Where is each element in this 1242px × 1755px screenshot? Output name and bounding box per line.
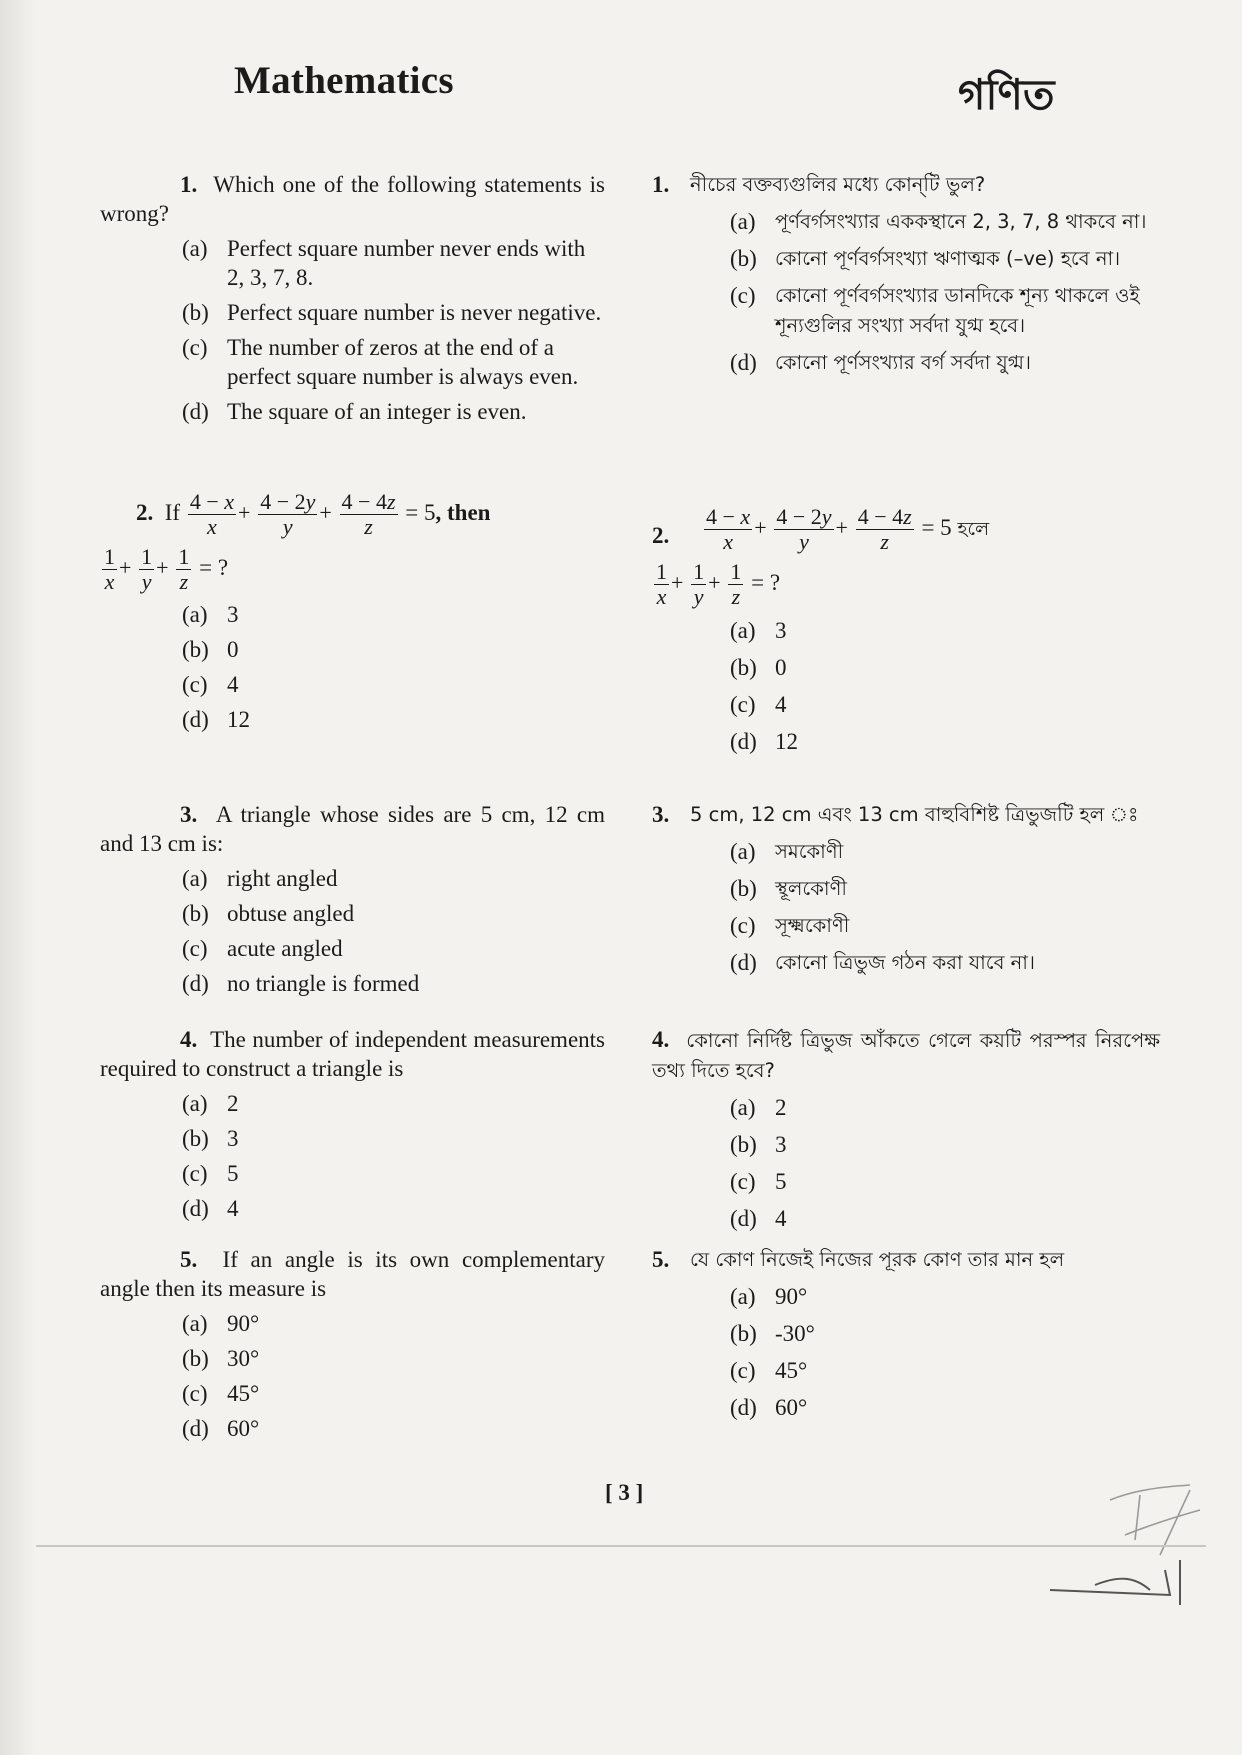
option-a: (a) Perfect square number never ends with 2, 3, 7, 8.: [182, 236, 586, 290]
option-a: (a) right angled: [182, 866, 338, 891]
question-3-bn: 3. 5 cm, 12 cm এবং 13 cm বাহুবিশিষ্ট ত্রিভুজটি হল ঃ (a) সমকোণী (b) স্থূলকোণী (c) সূক্ষ্মকোণী (d) কোনো ত্রিভুজ গঠন করা যাবে না।: [690, 800, 1160, 978]
option-a: (a) 90°: [182, 1311, 260, 1336]
option-a: (a) 90°: [730, 1284, 808, 1309]
option-d: (d) 12: [182, 707, 250, 732]
option-b: (b) 0: [182, 637, 239, 662]
option-a: (a) সমকোণী: [730, 839, 844, 864]
option-d: (d) 4: [730, 1206, 787, 1231]
question-2-en: [100, 490, 605, 734]
fraction: $\frac{4 - 2y}{y}$: [260, 489, 316, 539]
fraction: $\frac{4 - x}{x}$: [189, 489, 235, 539]
title-english: Mathematics: [234, 59, 454, 102]
page-number: [ 3 ]: [605, 1480, 644, 1505]
handwritten-mark: [1040, 1465, 1210, 1605]
question-5-bn: 5. যে কোণ নিজেই নিজের পূরক কোণ তার মান হল (a) 90° (b) -30° (c) 45° (d) 60°: [690, 1245, 1160, 1423]
option-c: (c) 45°: [182, 1381, 260, 1406]
option-c: (c) 45°: [730, 1358, 808, 1383]
option-b: (b) 0: [730, 655, 787, 680]
option-d: (d) কোনো ত্রিভুজ গঠন করা যাবে না।: [730, 950, 1035, 975]
option-d: (d) 4: [182, 1196, 239, 1221]
option-d: (d) The square of an integer is even.: [182, 399, 527, 424]
equation-asked: $\frac{1}{x}$ + $\frac{1}{y}$ + $\frac{1}{z}$ = ?: [104, 544, 229, 594]
option-a: (a) 3: [730, 618, 787, 643]
option-a: (a) 2: [182, 1091, 239, 1116]
option-c: (c) কোনো পূর্ণবর্গসংখ্যার ডানদিকে শূন্য থাকলে ওই শূন্যগুলির সংখ্যা সর্বদা যুগ্ম হবে।: [730, 283, 1140, 337]
question-4-en: 4. The number of independent measurements required to construct a triangle is (a) 2 (b) 3 (c) 5 (d) 4: [100, 1027, 605, 1221]
option-b: (b) -30°: [730, 1321, 815, 1346]
option-b: (b) 3: [182, 1126, 239, 1151]
option-b: (b) কোনো পূর্ণবর্গসংখ্যা ঋণাত্মক (–ve) হবে না।: [730, 246, 1121, 271]
equation-given: 2. If $\frac{4 - x}{x}$ + $\frac{4 - 2y}{y}$ + $\frac{4 - 4z}{z}$ = 5, then: [136, 489, 491, 539]
question-1-en: [100, 170, 605, 426]
option-c: (c) The number of zeros at the end of a perfect square number is always even.: [182, 335, 579, 389]
option-d: (d) 60°: [182, 1416, 260, 1441]
option-c: (c) 4: [182, 672, 239, 697]
title-bengali: গণিত: [958, 70, 1055, 119]
option-d: (d) no triangle is formed: [182, 971, 420, 996]
question-text: Which one of the following statements is wrong?: [100, 172, 605, 226]
option-c: (c) সূক্ষ্মকোণী: [730, 913, 850, 938]
question-3-en: 3. A triangle whose sides are 5 cm, 12 cm and 13 cm is: (a) right angled (b) obtuse angled (c) acute angled (d) no triangle is formed: [100, 802, 605, 996]
option-a: (a) পূর্ণবর্গসংখ্যার এককস্থানে 2, 3, 7, 8 থাকবে না।: [730, 209, 1147, 234]
fraction: $\frac{4 - 4z}{z}$: [341, 489, 396, 539]
option-b: (b) স্থূলকোণী: [730, 876, 847, 901]
option-b: (b) 30°: [182, 1346, 260, 1371]
option-a: (a) 3: [182, 602, 239, 627]
option-d: (d) 12: [730, 729, 798, 754]
option-c: (c) 4: [730, 692, 787, 717]
page-bottom-rule: [36, 1545, 1206, 1547]
equation-given: $\frac{4 - x}{x}$ + $\frac{4 - 2y}{y}$ + $\frac{4 - 4z}{z}$ = 5 হলে: [706, 504, 990, 554]
question-2-bn: 2. $\frac{4 - x}{x}$ + $\frac{4 - 2y}{y}$ + $\frac{4 - 4z}{z}$ = 5 হলে $\frac{1}{x}$ + $\frac{1}{y}$ + $\frac{1}{z}$ = ? (a) 3 (b) 0 (c) 4 (d) 12: [690, 505, 1160, 757]
question-1-bn: 1. নীচের বক্তব্যগুলির মধ্যে কোন্‌টি ভুল? (a) পূর্ণবর্গসংখ্যার এককস্থানে 2, 3, 7, 8 থাকবে না। (b) কোনো পূর্ণবর্গসংখ্যা ঋণাত্মক (–ve) হবে না। (c) কোনো পূর্ণবর্গসংখ্যার ডানদিকে শূন্য থাকলে ওই শূন্যগুলির সংখ্যা সর্বদা যুগ্ম হবে। (d) কোনো পূর্ণসংখ্যার বর্গ সর্বদা যুগ্ম।: [690, 170, 1160, 378]
equation-asked: $\frac{1}{x}$ + $\frac{1}{y}$ + $\frac{1}{z}$ = ?: [656, 559, 781, 609]
page-edge-shadow: [0, 0, 36, 1755]
option-c: (c) 5: [730, 1169, 787, 1194]
option-b: (b) Perfect square number is never negative.: [182, 300, 602, 325]
question-5-en: 5. If an angle is its own complementary angle then its measure is (a) 90° (b) 30° (c) 45° (d) 60°: [100, 1247, 605, 1441]
question-number: 1.: [180, 172, 198, 197]
option-a: (a) 2: [730, 1095, 787, 1120]
question-4-bn: 4. কোনো নির্দিষ্ট ত্রিভুজ আঁকতে গেলে কয়টি পরস্পর নিরপেক্ষ তথ্য দিতে হবে? (a) 2 (b) 3 (c) 5 (d) 4: [652, 1025, 1160, 1234]
option-c: (c) acute angled: [182, 936, 343, 961]
option-b: (b) obtuse angled: [182, 901, 355, 926]
option-d: (d) কোনো পূর্ণসংখ্যার বর্গ সর্বদা যুগ্ম।: [730, 350, 1031, 375]
option-b: (b) 3: [730, 1132, 787, 1157]
question-text: নীচের বক্তব্যগুলির মধ্যে কোন্‌টি ভুল?: [690, 173, 986, 196]
option-c: (c) 5: [182, 1161, 239, 1186]
option-d: (d) 60°: [730, 1395, 808, 1420]
